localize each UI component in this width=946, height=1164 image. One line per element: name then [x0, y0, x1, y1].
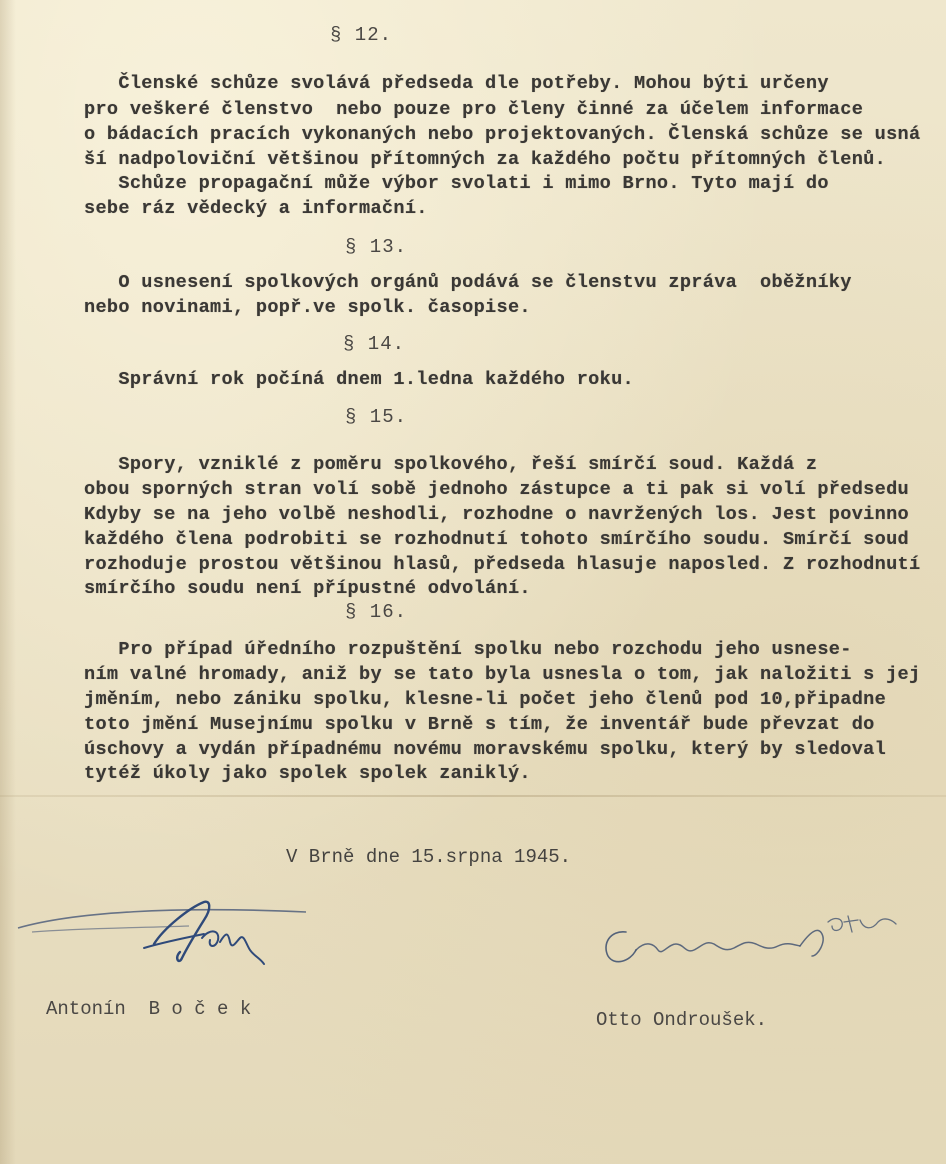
section-heading-16: § 16. — [345, 601, 408, 623]
section-16-line-4: toto jmění Musejnímu spolku v Brně s tím, že inventář bude převzat do — [84, 714, 875, 735]
section-12-line-5: Schůze propagační může výbor svolati i mimo Brno. Tyto mají do — [84, 173, 829, 194]
signature-right-drawing — [596, 910, 916, 980]
paper-edge-shadow — [0, 0, 16, 1164]
section-14-line-1: Správní rok počíná dnem 1.ledna každého roku. — [84, 369, 634, 390]
section-heading-12: § 12. — [330, 24, 393, 46]
section-15-line-3: Kdyby se na jeho volbě neshodli, rozhodne o navržených los. Jest povinno — [84, 504, 909, 525]
signature-right — [596, 910, 916, 980]
signature-left — [14, 898, 314, 988]
paper-fold-line — [0, 795, 946, 797]
section-15-line-1: Spory, vzniklé z poměru spolkového, řeší smírčí soud. Každá z — [84, 454, 818, 475]
section-16-line-6: tytéž úkoly jako spolek spolek zaniklý. — [84, 763, 531, 784]
date-line: V Brně dne 15.srpna 1945. — [286, 846, 572, 868]
section-12-line-2: pro veškeré členstvo nebo pouze pro členy činné za účelem informace — [84, 99, 864, 120]
section-12-line-6: sebe ráz vědecký a informační. — [84, 198, 428, 219]
signatory-right-name: Otto Ondroušek. — [596, 1009, 768, 1031]
section-15-line-4: každého člena podrobiti se rozhodnutí tohoto smírčího soudu. Smírčí soud — [84, 529, 909, 550]
section-12-line-4: ší nadpoloviční většinou přítomných za každého počtu přítomných členů. — [84, 149, 887, 170]
section-heading-14: § 14. — [343, 333, 406, 355]
section-12-line-3: o bádacích pracích vykonaných nebo projektovaných. Členská schůze se usná — [84, 124, 921, 145]
section-15-line-2: obou sporných stran volí sobě jednoho zástupce a ti pak si volí předsedu — [84, 479, 909, 500]
section-16-line-1: Pro případ úředního rozpuštění spolku nebo rozchodu jeho usnese- — [84, 639, 852, 660]
section-16-line-2: ním valné hromady, aniž by se tato byla usnesla o tom, jak naložiti s jej — [84, 664, 921, 685]
section-13-line-1: O usnesení spolkových orgánů podává se členstvu zpráva oběžníky — [84, 272, 852, 293]
section-16-line-5: úschovy a vydán případnému novému moravskému spolku, který by sledoval — [84, 739, 887, 760]
section-12-line-1: Členské schůze svolává předseda dle potřeby. Mohou býti určeny — [84, 73, 829, 94]
section-13-line-2: nebo novinami, popř.ve spolk. časopise. — [84, 297, 531, 318]
section-16-line-3: jměním, nebo zániku spolku, klesne-li počet jeho členů pod 10,připadne — [84, 689, 887, 710]
section-heading-13: § 13. — [345, 236, 408, 258]
section-heading-15: § 15. — [345, 406, 408, 428]
section-15-line-6: smírčího soudu není přípustné odvolání. — [84, 578, 531, 599]
section-15-line-5: rozhoduje prostou většinou hlasů, předseda hlasuje naposled. Z rozhodnutí — [84, 554, 921, 575]
signatory-left-name: Antonín B o č e k — [46, 998, 252, 1020]
signature-left-drawing — [14, 898, 314, 988]
